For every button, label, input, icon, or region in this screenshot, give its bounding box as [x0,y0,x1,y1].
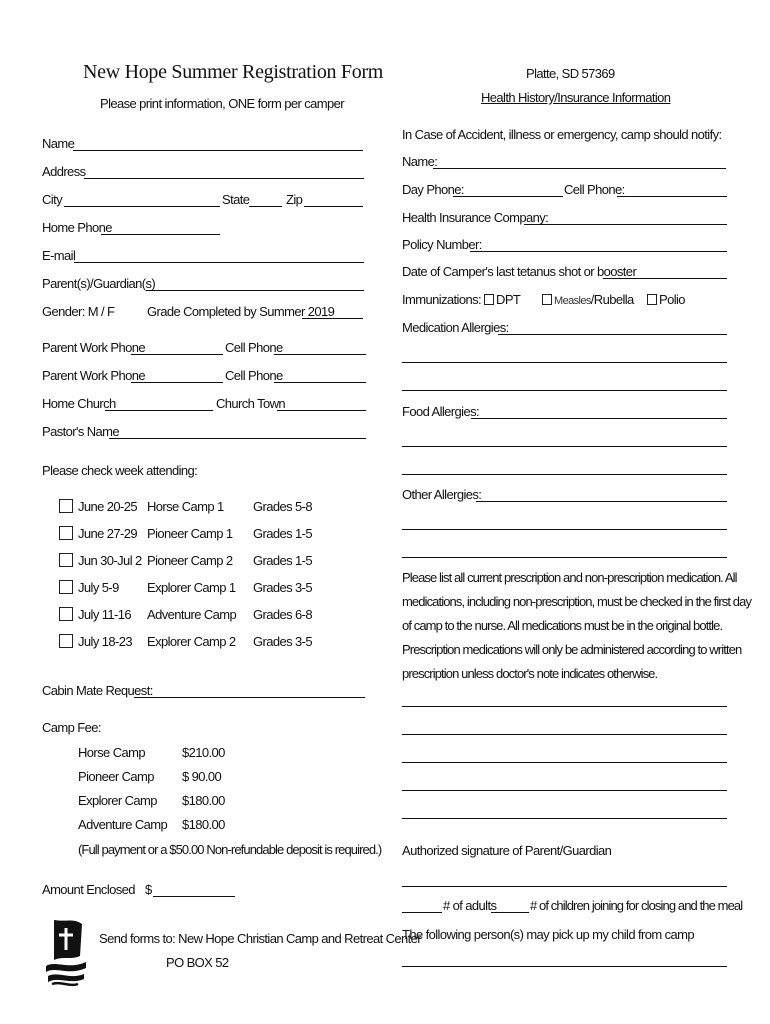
med-paragraph-line: of camp to the nurse. All medications must be in the original bottle. [402,618,723,633]
pickup-label: The following person(s) may pick up my child from camp [402,927,694,942]
health-heading: Health History/Insurance Information [481,90,671,105]
day-phone-label: Day Phone: [402,182,464,197]
other-allergies-line[interactable] [402,529,727,530]
food-allergies-label: Food Allergies: [402,404,479,419]
po-box-text: PO BOX 52 [166,955,229,970]
dollar-sign: $ [145,882,152,897]
week-camp: Pioneer Camp 2 [147,553,233,568]
gender-label: Gender: M / F [42,304,115,319]
polio-checkbox[interactable] [647,294,657,305]
food-allergies-line[interactable] [402,474,727,475]
food-allergies-field[interactable] [471,418,727,419]
other-allergies-label: Other Allergies: [402,487,482,502]
email-field[interactable] [74,262,364,263]
other-allergies-line[interactable] [402,557,727,558]
med-paragraph-line: Please list all current prescription and non-prescription medication. All [402,570,737,585]
address-label: Address [42,164,86,179]
cell-phone-2-field[interactable] [274,382,366,383]
insurance-field[interactable] [524,224,727,225]
pastor-field[interactable] [109,438,366,439]
home-church-field[interactable] [105,410,213,411]
week-grades: Grades 6-8 [253,607,313,622]
measles-checkbox[interactable] [542,294,552,305]
adults-count-field[interactable] [402,912,442,913]
medication-line[interactable] [402,790,727,791]
church-town-label: Church Town [216,396,286,411]
week-checkbox[interactable] [59,580,73,594]
pastor-label: Pastor's Name [42,424,120,439]
home-phone-field[interactable] [101,234,220,235]
camp-logo-icon [44,916,88,988]
week-date: July 11-16 [78,607,132,622]
city-state-zip: Platte, SD 57369 [526,66,615,81]
camp-fee-label: Camp Fee: [42,720,101,735]
in-case-text: In Case of Accident, illness or emergency, camp should notify: [402,127,722,142]
week-checkbox[interactable] [59,607,73,621]
week-camp: Explorer Camp 2 [147,634,236,649]
medication-line[interactable] [402,706,727,707]
cell-phone-label: Cell Phone: [564,182,625,197]
week-grades: Grades 5-8 [253,499,313,514]
week-checkbox[interactable] [59,553,73,567]
week-checkbox[interactable] [59,526,73,540]
week-grades: Grades 1-5 [253,553,313,568]
email-label: E-mail [42,248,76,263]
parent-work-phone-1-field[interactable] [131,354,223,355]
week-camp: Horse Camp 1 [147,499,224,514]
parent-work-phone-2-field[interactable] [131,382,223,383]
emergency-name-label: Name: [402,154,438,169]
fee-price: $210.00 [182,745,225,760]
fee-price: $ 90.00 [182,769,222,784]
dpt-label: DPT [496,292,521,307]
polio-label: Polio [659,292,685,307]
immunizations-label [402,292,520,308]
amount-enclosed-field[interactable] [153,896,235,897]
week-camp: Adventure Camp [147,607,237,622]
signature-field[interactable] [402,886,727,887]
week-date: July 5-9 [78,580,119,595]
med-allergies-line[interactable] [402,362,727,363]
fee-camp: Horse Camp [78,745,145,760]
week-grades: Grades 3-5 [253,580,313,595]
name-field[interactable] [73,150,363,151]
pickup-field[interactable] [402,966,727,967]
insurance-label: Health Insurance Company: [402,210,549,225]
fee-camp: Pioneer Camp [78,769,154,784]
medication-line[interactable] [402,734,727,735]
med-allergies-label: Medication Allergies: [402,320,509,335]
polio-option [647,292,685,308]
church-town-field[interactable] [277,410,366,411]
city-label: City [42,192,62,207]
cell-phone-field[interactable] [617,196,727,197]
cell-phone-1-label: Cell Phone [225,340,283,355]
dpt-checkbox[interactable] [484,294,494,305]
measles-option [542,292,634,309]
cabin-mate-field[interactable] [134,697,365,698]
policy-field[interactable] [470,251,727,252]
fee-camp: Adventure Camp [78,817,168,832]
amount-enclosed-label: Amount Enclosed [42,882,135,897]
week-checkbox[interactable] [59,634,73,648]
med-paragraph-line: medications, including non-prescription, must be checked in the first day [402,594,752,609]
cabin-mate-label: Cabin Mate Request: [42,683,153,698]
policy-label: Policy Number: [402,237,482,252]
week-checkbox[interactable] [59,499,73,513]
week-grades: Grades 3-5 [253,634,313,649]
adults-label: # of adults [443,898,497,913]
fee-price: $180.00 [182,793,225,808]
zip-field[interactable] [304,206,363,207]
state-label: State [222,192,250,207]
deposit-note: (Full payment or a $50.00 Non-refundable deposit is required.) [78,842,382,857]
name-label: Name [42,136,75,151]
week-date: Jun 30-Jul 2 [78,553,142,568]
week-camp: Explorer Camp 1 [147,580,236,595]
medication-line[interactable] [402,762,727,763]
children-label: # of children joining for closing and the meal [530,898,743,913]
cell-phone-2-label: Cell Phone [225,368,283,383]
day-phone-field[interactable] [453,196,563,197]
med-paragraph-line: prescription unless doctor's note indicates otherwise. [402,666,658,681]
form-title: New Hope Summer Registration Form [83,61,384,83]
emergency-name-field[interactable] [433,168,726,169]
week-date: July 18-23 [78,634,132,649]
week-camp: Pioneer Camp 1 [147,526,233,541]
zip-label: Zip [286,192,303,207]
other-allergies-field[interactable] [476,501,727,502]
food-allergies-line[interactable] [402,446,727,447]
check-week-label: Please check week attending: [42,463,198,478]
form-subtitle: Please print information, ONE form per camper [100,96,344,111]
tetanus-field[interactable] [603,278,727,279]
children-count-field[interactable] [491,912,529,913]
send-forms-text: Send forms to: New Hope Christian Camp and Retreat Center [99,931,422,946]
city-field[interactable] [64,206,220,207]
med-allergies-field[interactable] [498,334,727,335]
parents-field[interactable] [146,290,364,291]
parents-label: Parent(s)/Guardian(s) [42,276,156,291]
signature-label: Authorized signature of Parent/Guardian [402,843,612,858]
parent-work-phone-2-label: Parent Work Phone [42,368,146,383]
grade-field[interactable] [302,318,363,319]
fee-camp: Explorer Camp [78,793,157,808]
rubella-label: /Rubella [590,292,634,307]
state-field[interactable] [249,206,282,207]
home-church-label: Home Church [42,396,116,411]
week-grades: Grades 1-5 [253,526,313,541]
tetanus-label: Date of Camper's last tetanus shot or booster [402,264,637,279]
med-paragraph-line: Prescription medications will only be administered according to written [402,642,742,657]
medication-line[interactable] [402,818,727,819]
med-allergies-line[interactable] [402,390,727,391]
parent-work-phone-1-label: Parent Work Phone [42,340,146,355]
immunizations-text: Immunizations: [402,292,482,307]
week-date: June 27-29 [78,526,138,541]
measles-label: Measles [554,295,591,307]
week-date: June 20-25 [78,499,138,514]
address-field[interactable] [84,178,364,179]
fee-price: $180.00 [182,817,225,832]
home-phone-label: Home Phone [42,220,112,235]
cell-phone-1-field[interactable] [274,354,366,355]
grade-label: Grade Completed by Summer 2019 [147,304,335,319]
